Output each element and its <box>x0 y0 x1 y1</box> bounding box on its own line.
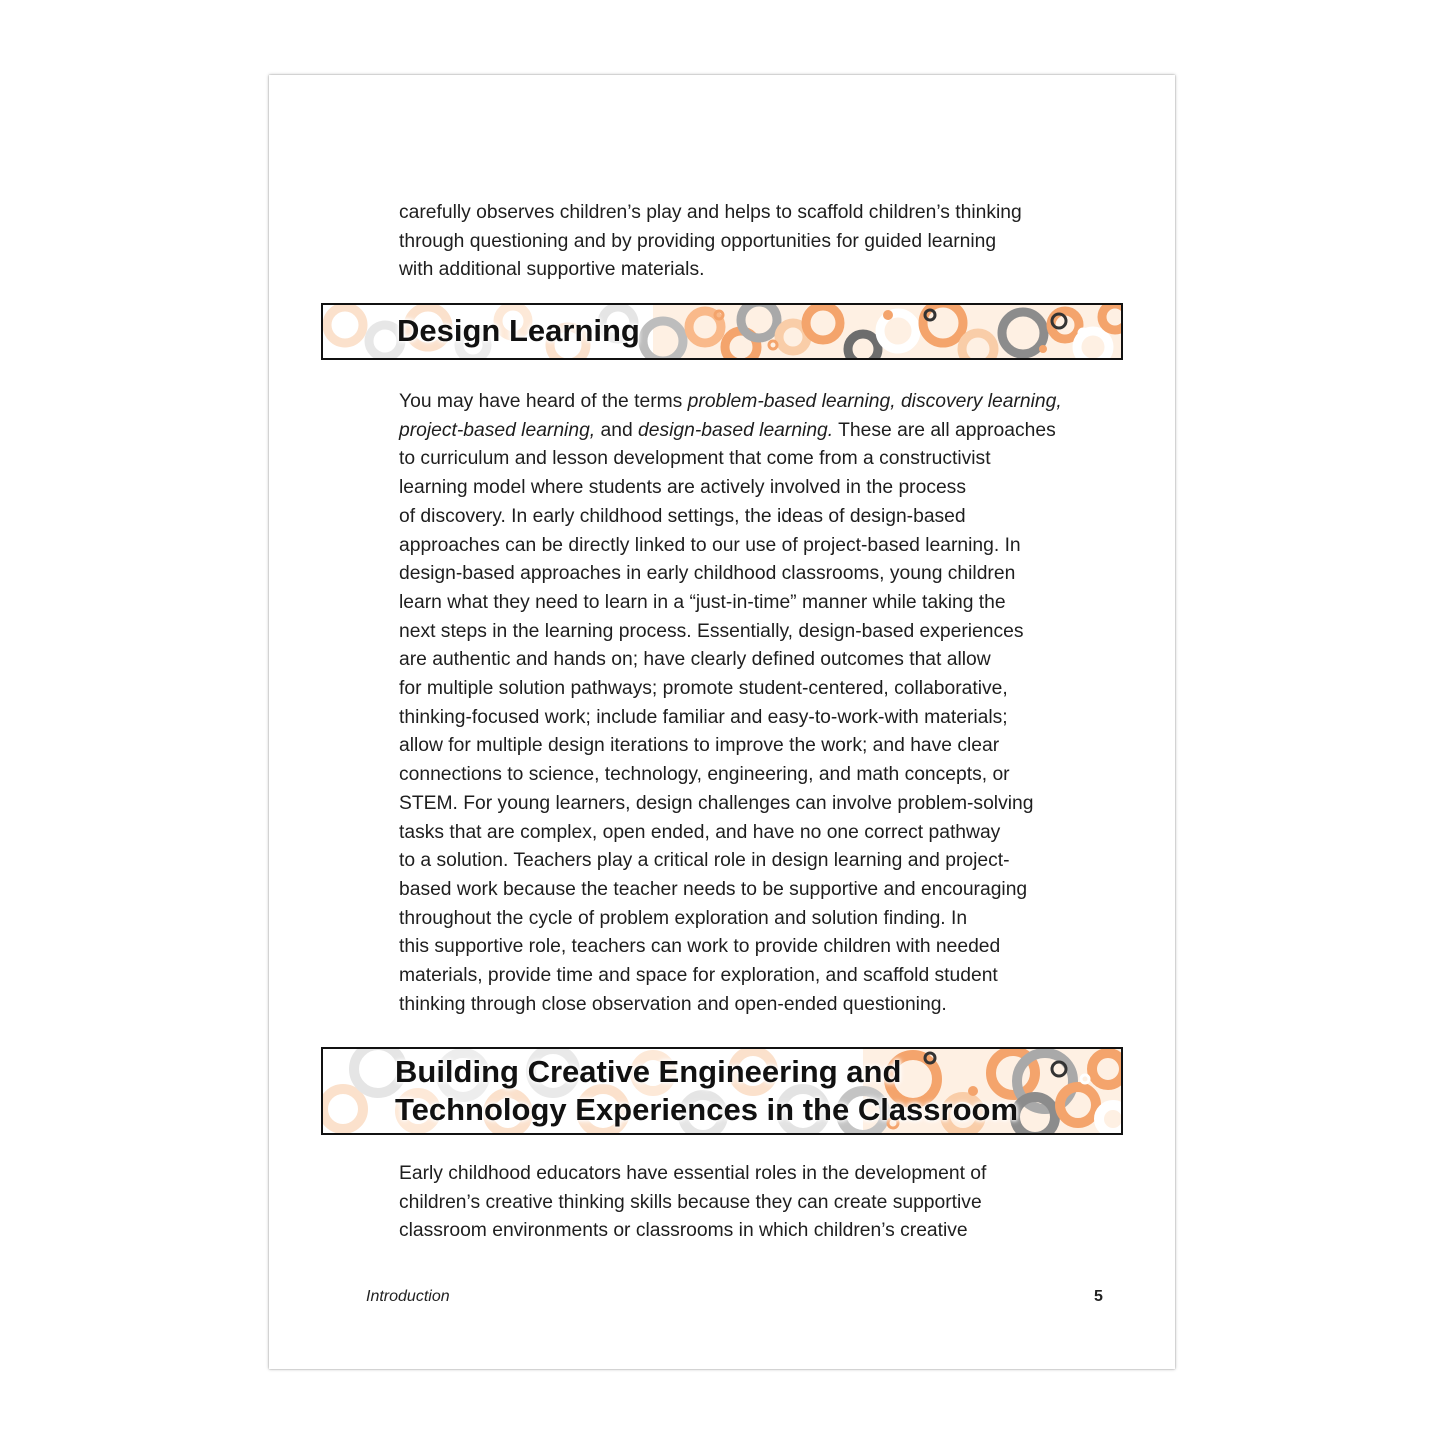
footer-section-name: Introduction <box>366 1288 450 1305</box>
design-learning-paragraph <box>399 388 1062 1019</box>
heading-line: Technology Experiences in the Classroom <box>395 1092 1019 1127</box>
section-banner-building-creative <box>321 1047 1123 1135</box>
italic-term: design-based learning. <box>638 419 834 441</box>
text-run: You may have heard of the terms <box>399 391 688 412</box>
italic-term: problem-based learning, discovery learning, <box>687 391 1062 412</box>
text-line: through questioning and by providing opportunities for guided learning <box>399 230 997 252</box>
text-run: These are all approaches <box>833 419 1056 441</box>
text-line: Early childhood educators have essential roles in the development of <box>399 1163 987 1184</box>
intro-paragraph <box>399 199 1059 285</box>
text-line: connections to science, technology, engineering, and math concepts, or <box>399 764 1010 786</box>
text-line: based work because the teacher needs to be supportive and encouraging <box>399 878 1028 900</box>
text-run: and <box>595 419 639 441</box>
building-creative-paragraph <box>399 1160 1059 1246</box>
text-line: approaches can be directly linked to our use of project-based learning. In <box>399 534 1021 556</box>
text-line: thinking-focused work; include familiar and easy-to-work-with materials; <box>399 706 1008 728</box>
text-line: throughout the cycle of problem exploration and solution finding. In <box>399 907 968 929</box>
text-line: STEM. For young learners, design challenges can involve problem-solving <box>399 792 1034 814</box>
section-banner-design-learning <box>321 303 1123 360</box>
text-line: classroom environments or classrooms in which children’s creative <box>399 1220 968 1242</box>
text-line: learn what they need to learn in a “just-in-time” manner while taking the <box>399 591 1006 613</box>
text-line: of discovery. In early childhood settings, the ideas of design-based <box>399 505 966 527</box>
text-line: for multiple solution pathways; promote student-centered, collaborative, <box>399 678 1008 700</box>
text-line: with additional supportive materials. <box>399 259 705 281</box>
text-line: children’s creative thinking skills because they can create supportive <box>399 1191 982 1213</box>
section-heading <box>395 1053 1018 1129</box>
text-line: materials, provide time and space for exploration, and scaffold student <box>399 965 998 987</box>
text-line: design-based approaches in early childhood classrooms, young children <box>399 563 1016 585</box>
text-line <box>399 388 1062 417</box>
text-line: are authentic and hands on; have clearly defined outcomes that allow <box>399 649 991 671</box>
text-line: learning model where students are actively involved in the process <box>399 477 966 499</box>
heading-line: Building Creative Engineering and <box>395 1054 902 1089</box>
text-line: allow for multiple design iterations to improve the work; and have clear <box>399 735 1000 757</box>
italic-term: project-based learning, <box>399 419 596 441</box>
book-page <box>269 75 1175 1369</box>
text-line: to a solution. Teachers play a critical role in design learning and project- <box>399 850 1010 872</box>
section-heading: Design Learning <box>397 313 640 348</box>
text-line: this supportive role, teachers can work to provide children with needed <box>399 936 1001 958</box>
text-line <box>399 417 1059 446</box>
text-line: to curriculum and lesson development that come from a constructivist <box>399 448 991 470</box>
text-line: next steps in the learning process. Essentially, design-based experiences <box>399 620 1024 642</box>
page-number: 5 <box>1094 1288 1103 1305</box>
text-line: tasks that are complex, open ended, and have no one correct pathway <box>399 821 1001 843</box>
text-line: carefully observes children’s play and helps to scaffold children’s thinking <box>399 202 1022 223</box>
text-line: thinking through close observation and open-ended questioning. <box>399 993 947 1015</box>
